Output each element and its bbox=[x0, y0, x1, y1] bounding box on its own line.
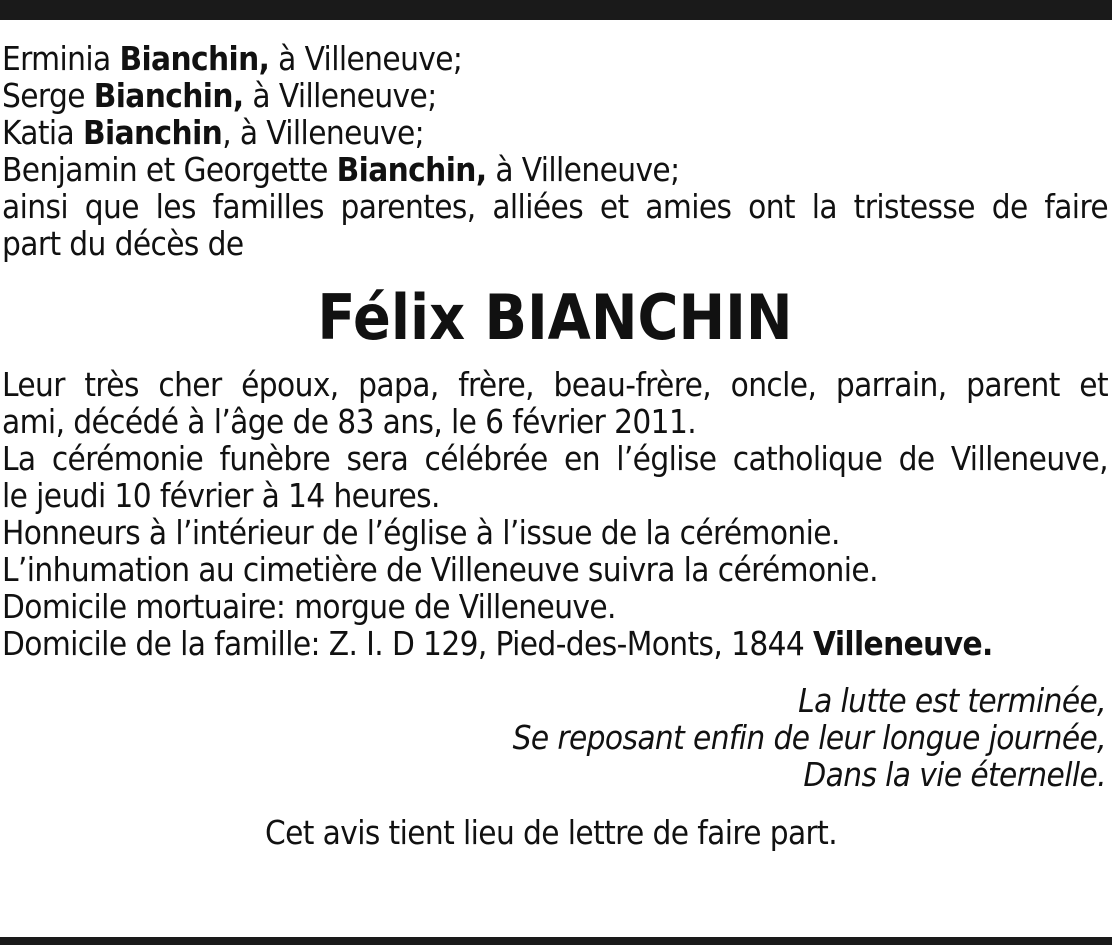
poem-line: Se reposant enfin de leur longue journée, bbox=[512, 718, 1106, 757]
family-member-line bbox=[2, 151, 1108, 188]
family-place: , à Villeneuve; bbox=[222, 113, 425, 152]
obituary-notice bbox=[2, 40, 1108, 851]
family-place: à Villeneuve; bbox=[278, 39, 463, 78]
family-surname: Bianchin, bbox=[336, 150, 487, 189]
bottom-rule bbox=[0, 937, 1112, 945]
body-line-8 bbox=[2, 625, 1108, 662]
closing-note: Cet avis tient lieu de lettre de faire part. bbox=[264, 813, 838, 852]
family-member-line bbox=[2, 114, 1108, 151]
family-first-name: Katia bbox=[2, 113, 75, 152]
family-first-name: Erminia bbox=[2, 39, 111, 78]
family-member-line bbox=[2, 77, 1108, 114]
body-line-7: Domicile mortuaire: morgue de Villeneuve. bbox=[2, 587, 616, 626]
poem-line: La lutte est terminée, bbox=[798, 681, 1106, 720]
body-line-3: La cérémonie funèbre sera célébrée en l’église catholique de Villeneuve, bbox=[2, 439, 1108, 478]
intro-text-line-2: part du décès de bbox=[2, 224, 244, 263]
family-place: à Villeneuve; bbox=[495, 150, 680, 189]
deceased-name: Félix BIANCHIN bbox=[317, 281, 793, 354]
body-line-1: Leur très cher époux, papa, frère, beau-frère, oncle, parrain, parent et bbox=[2, 365, 1108, 404]
family-town: Villeneuve. bbox=[813, 624, 993, 663]
body-line-6: L’inhumation au cimetière de Villeneuve suivra la cérémonie. bbox=[2, 550, 878, 589]
body-line-5: Honneurs à l’intérieur de l’église à l’issue de la cérémonie. bbox=[2, 513, 840, 552]
poem bbox=[2, 682, 1106, 793]
intro-text-line-1: ainsi que les familles parentes, alliées et amies ont la tristesse de faire bbox=[2, 187, 1108, 226]
body-line-4: le jeudi 10 février à 14 heures. bbox=[2, 476, 440, 515]
family-surname: Bianchin, bbox=[119, 39, 270, 78]
body-line-2: ami, décédé à l’âge de 83 ans, le 6 février 2011. bbox=[2, 402, 697, 441]
family-surname: Bianchin, bbox=[93, 76, 244, 115]
family-member-line bbox=[2, 40, 1108, 77]
family-surname: Bianchin bbox=[82, 113, 223, 152]
family-first-name: Serge bbox=[2, 76, 85, 115]
top-rule bbox=[0, 0, 1112, 20]
family-address: Domicile de la famille: Z. I. D 129, Pied-des-Monts, 1844 bbox=[2, 624, 805, 663]
poem-line: Dans la vie éternelle. bbox=[803, 755, 1106, 794]
family-first-name: Benjamin et Georgette bbox=[2, 150, 328, 189]
family-place: à Villeneuve; bbox=[252, 76, 437, 115]
